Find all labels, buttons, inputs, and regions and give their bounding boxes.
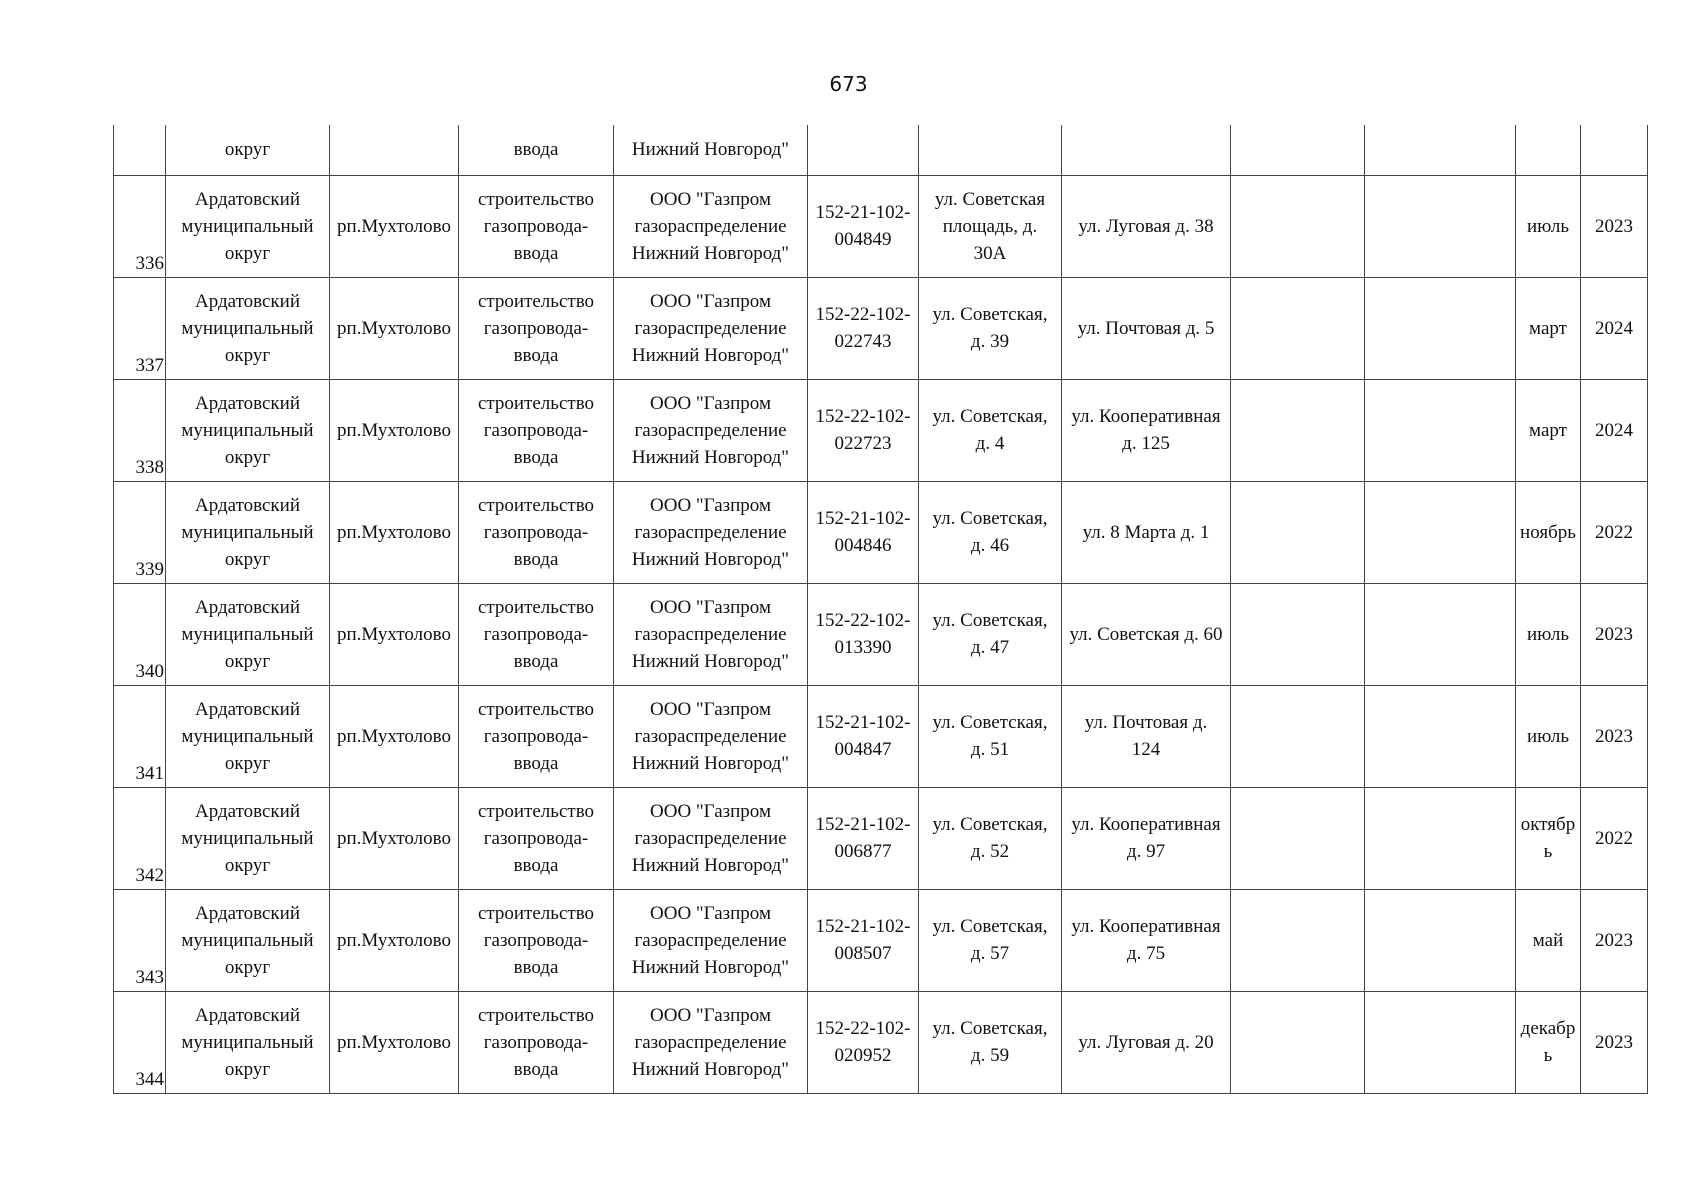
cell-num: 337 xyxy=(114,277,166,379)
cell-grs-address: ул. Советская, д. 39 xyxy=(919,277,1062,379)
cell-object-address: ул. Кооперативная д. 97 xyxy=(1062,787,1231,889)
cell-organization: ООО "Газпром газораспределение Нижний Новгород" xyxy=(614,583,808,685)
cell-code: 152-22-102- 013390 xyxy=(808,583,919,685)
cell-work-type: строительство газопровода- ввода xyxy=(459,685,614,787)
cell-num: 342 xyxy=(114,787,166,889)
cell-empty-2 xyxy=(1365,125,1516,175)
cell-grs-address: ул. Советская, д. 57 xyxy=(919,889,1062,991)
cell-empty-1 xyxy=(1231,481,1365,583)
cell-object-address: ул. Почтовая д. 124 xyxy=(1062,685,1231,787)
cell-settlement: рп.Мухтолово xyxy=(330,175,459,277)
table-row xyxy=(114,991,1648,1093)
cell-settlement xyxy=(330,125,459,175)
cell-grs-address: ул. Советская, д. 52 xyxy=(919,787,1062,889)
cell-work-type: строительство газопровода- ввода xyxy=(459,379,614,481)
cell-code: 152-21-102- 004846 xyxy=(808,481,919,583)
cell-district: Ардатовский муниципальный округ xyxy=(166,889,330,991)
cell-organization: ООО "Газпром газораспределение Нижний Новгород" xyxy=(614,175,808,277)
cell-month: июль xyxy=(1516,175,1581,277)
cell-grs-address: ул. Советская, д. 47 xyxy=(919,583,1062,685)
table-row xyxy=(114,889,1648,991)
cell-work-type: строительство газопровода- ввода xyxy=(459,889,614,991)
cell-empty-2 xyxy=(1365,991,1516,1093)
cell-year: 2022 xyxy=(1581,787,1648,889)
cell-settlement: рп.Мухтолово xyxy=(330,685,459,787)
cell-code: 152-22-102- 022723 xyxy=(808,379,919,481)
cell-empty-1 xyxy=(1231,175,1365,277)
cell-empty-1 xyxy=(1231,991,1365,1093)
cell-empty-1 xyxy=(1231,583,1365,685)
cell-settlement: рп.Мухтолово xyxy=(330,889,459,991)
cell-work-type: строительство газопровода- ввода xyxy=(459,175,614,277)
cell-empty-2 xyxy=(1365,481,1516,583)
cell-object-address: ул. Луговая д. 20 xyxy=(1062,991,1231,1093)
cell-district: Ардатовский муниципальный округ xyxy=(166,991,330,1093)
cell-empty-1 xyxy=(1231,125,1365,175)
table-row xyxy=(114,481,1648,583)
cell-num: 340 xyxy=(114,583,166,685)
cell-settlement: рп.Мухтолово xyxy=(330,583,459,685)
cell-district: Ардатовский муниципальный округ xyxy=(166,175,330,277)
cell-work-type: строительство газопровода- ввода xyxy=(459,991,614,1093)
cell-year: 2024 xyxy=(1581,277,1648,379)
cell-code: 152-21-102- 004847 xyxy=(808,685,919,787)
cell-organization: ООО "Газпром газораспределение Нижний Новгород" xyxy=(614,991,808,1093)
cell-num: 336 xyxy=(114,175,166,277)
cell-settlement: рп.Мухтолово xyxy=(330,481,459,583)
cell-num xyxy=(114,125,166,175)
cell-organization: ООО "Газпром газораспределение Нижний Новгород" xyxy=(614,889,808,991)
cell-grs-address: ул. Советская, д. 59 xyxy=(919,991,1062,1093)
cell-month xyxy=(1516,125,1581,175)
cell-district: Ардатовский муниципальный округ xyxy=(166,685,330,787)
cell-organization: ООО "Газпром газораспределение Нижний Новгород" xyxy=(614,379,808,481)
cell-organization: ООО "Газпром газораспределение Нижний Новгород" xyxy=(614,787,808,889)
cell-organization: ООО "Газпром газораспределение Нижний Новгород" xyxy=(614,481,808,583)
cell-district: округ xyxy=(166,125,330,175)
table-body xyxy=(114,125,1648,1093)
table-row xyxy=(114,583,1648,685)
table-row xyxy=(114,175,1648,277)
cell-code: 152-21-102- 004849 xyxy=(808,175,919,277)
cell-grs-address: ул. Советская, д. 4 xyxy=(919,379,1062,481)
cell-year xyxy=(1581,125,1648,175)
cell-district: Ардатовский муниципальный округ xyxy=(166,481,330,583)
cell-organization: ООО "Газпром газораспределение Нижний Новгород" xyxy=(614,685,808,787)
cell-object-address: ул. Кооперативная д. 75 xyxy=(1062,889,1231,991)
page-number: 673 xyxy=(829,72,868,96)
table-row xyxy=(114,379,1648,481)
table-row xyxy=(114,685,1648,787)
cell-object-address xyxy=(1062,125,1231,175)
cell-empty-2 xyxy=(1365,583,1516,685)
cell-organization: ООО "Газпром газораспределение Нижний Новгород" xyxy=(614,277,808,379)
gasification-table xyxy=(113,125,1648,1094)
cell-num: 343 xyxy=(114,889,166,991)
cell-grs-address xyxy=(919,125,1062,175)
cell-object-address: ул. Луговая д. 38 xyxy=(1062,175,1231,277)
cell-work-type: строительство газопровода- ввода xyxy=(459,787,614,889)
cell-empty-2 xyxy=(1365,379,1516,481)
cell-settlement: рп.Мухтолово xyxy=(330,379,459,481)
cell-num: 341 xyxy=(114,685,166,787)
cell-settlement: рп.Мухтолово xyxy=(330,277,459,379)
cell-month: июль xyxy=(1516,685,1581,787)
cell-year: 2023 xyxy=(1581,175,1648,277)
cell-empty-2 xyxy=(1365,685,1516,787)
cell-month: июль xyxy=(1516,583,1581,685)
cell-empty-1 xyxy=(1231,277,1365,379)
cell-empty-2 xyxy=(1365,787,1516,889)
cell-num: 344 xyxy=(114,991,166,1093)
cell-grs-address: ул. Советская, д. 46 xyxy=(919,481,1062,583)
cell-month: май xyxy=(1516,889,1581,991)
cell-empty-1 xyxy=(1231,379,1365,481)
cell-object-address: ул. 8 Марта д. 1 xyxy=(1062,481,1231,583)
table-row xyxy=(114,277,1648,379)
cell-year: 2023 xyxy=(1581,583,1648,685)
cell-code xyxy=(808,125,919,175)
cell-settlement: рп.Мухтолово xyxy=(330,787,459,889)
cell-district: Ардатовский муниципальный округ xyxy=(166,583,330,685)
cell-empty-1 xyxy=(1231,787,1365,889)
cell-district: Ардатовский муниципальный округ xyxy=(166,277,330,379)
cell-work-type: ввода xyxy=(459,125,614,175)
cell-object-address: ул. Кооперативная д. 125 xyxy=(1062,379,1231,481)
cell-work-type: строительство газопровода- ввода xyxy=(459,277,614,379)
cell-grs-address: ул. Советская площадь, д. 30А xyxy=(919,175,1062,277)
cell-empty-1 xyxy=(1231,889,1365,991)
table-row xyxy=(114,787,1648,889)
cell-month: декабр ь xyxy=(1516,991,1581,1093)
cell-month: октябр ь xyxy=(1516,787,1581,889)
cell-district: Ардатовский муниципальный округ xyxy=(166,787,330,889)
continuation-row xyxy=(114,125,1648,175)
cell-object-address: ул. Почтовая д. 5 xyxy=(1062,277,1231,379)
cell-empty-1 xyxy=(1231,685,1365,787)
cell-year: 2022 xyxy=(1581,481,1648,583)
cell-month: март xyxy=(1516,277,1581,379)
cell-settlement: рп.Мухтолово xyxy=(330,991,459,1093)
cell-work-type: строительство газопровода- ввода xyxy=(459,583,614,685)
cell-year: 2023 xyxy=(1581,685,1648,787)
cell-object-address: ул. Советская д. 60 xyxy=(1062,583,1231,685)
cell-year: 2024 xyxy=(1581,379,1648,481)
cell-code: 152-22-102- 022743 xyxy=(808,277,919,379)
cell-code: 152-21-102- 006877 xyxy=(808,787,919,889)
cell-num: 338 xyxy=(114,379,166,481)
cell-month: март xyxy=(1516,379,1581,481)
cell-empty-2 xyxy=(1365,889,1516,991)
cell-year: 2023 xyxy=(1581,991,1648,1093)
cell-code: 152-22-102- 020952 xyxy=(808,991,919,1093)
cell-month: ноябрь xyxy=(1516,481,1581,583)
cell-code: 152-21-102- 008507 xyxy=(808,889,919,991)
cell-num: 339 xyxy=(114,481,166,583)
cell-year: 2023 xyxy=(1581,889,1648,991)
cell-district: Ардатовский муниципальный округ xyxy=(166,379,330,481)
cell-work-type: строительство газопровода- ввода xyxy=(459,481,614,583)
cell-empty-2 xyxy=(1365,277,1516,379)
cell-grs-address: ул. Советская, д. 51 xyxy=(919,685,1062,787)
cell-organization: Нижний Новгород" xyxy=(614,125,808,175)
cell-empty-2 xyxy=(1365,175,1516,277)
